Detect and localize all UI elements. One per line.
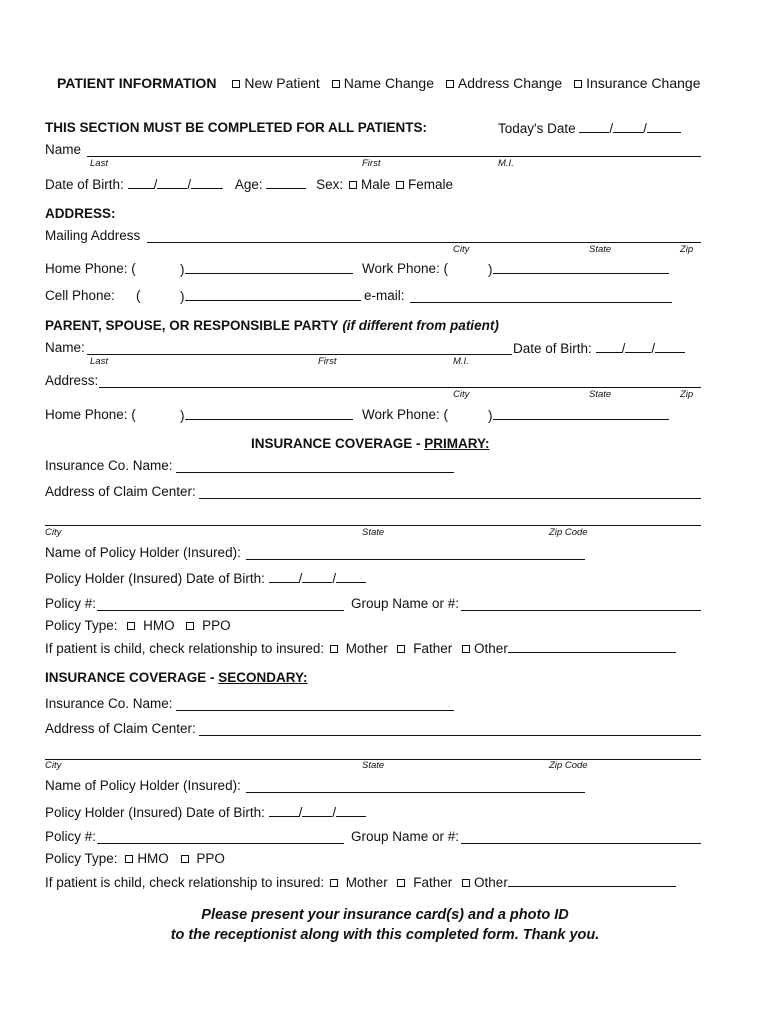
todays-date-field[interactable]: Today's Date / /: [498, 120, 681, 136]
primary-heading: INSURANCE COVERAGE - PRIMARY:: [251, 436, 490, 451]
primary-holder-input[interactable]: [246, 559, 585, 560]
secondary-heading: INSURANCE COVERAGE - SECONDARY:: [45, 670, 308, 685]
responsible-dob-field[interactable]: Date of Birth: / /: [513, 340, 685, 356]
other-option[interactable]: Other: [460, 875, 676, 890]
secondary-holder-label: Name of Policy Holder (Insured):: [45, 778, 241, 793]
mother-option[interactable]: Mother: [328, 875, 388, 890]
caption-zip-code: Zip Code: [549, 527, 588, 538]
primary-policy-type: Policy Type: HMO PPO: [45, 618, 231, 633]
email-input[interactable]: [410, 302, 672, 303]
caption-city: City: [45, 760, 62, 771]
caption-city: City: [45, 527, 62, 538]
secondary-company-input[interactable]: [176, 710, 454, 711]
name-label: Name: [45, 142, 82, 157]
father-option[interactable]: Father: [395, 641, 452, 656]
cell-phone-field[interactable]: ): [180, 288, 361, 304]
responsible-work-phone-label: Work Phone: (: [362, 407, 449, 422]
cell-phone-label: Cell Phone:: [45, 288, 115, 303]
caption-first: First: [362, 158, 381, 169]
checkbox[interactable]: [397, 645, 405, 653]
checkbox[interactable]: [125, 855, 133, 863]
cell-phone-paren: (: [136, 288, 141, 303]
secondary-group-label: Group Name or #:: [351, 829, 460, 844]
checkbox[interactable]: [462, 879, 470, 887]
work-phone-field[interactable]: ): [488, 261, 669, 277]
responsible-name-label: Name:: [45, 340, 85, 355]
responsible-home-phone-field[interactable]: ): [180, 407, 353, 423]
checkbox[interactable]: [186, 622, 194, 630]
ppo-option[interactable]: PPO: [179, 851, 225, 866]
caption-mi: M.I.: [453, 356, 469, 367]
ppo-option[interactable]: PPO: [184, 618, 230, 633]
checkbox[interactable]: [127, 622, 135, 630]
caption-first: First: [318, 356, 337, 367]
caption-state: State: [589, 389, 612, 400]
secondary-policy-input[interactable]: [97, 843, 344, 844]
caption-zip: Zip: [680, 389, 694, 400]
caption-last: Last: [90, 158, 108, 169]
checkbox[interactable]: [396, 181, 404, 189]
hmo-option[interactable]: HMO: [125, 618, 174, 633]
primary-company-label: Insurance Co. Name:: [45, 458, 173, 473]
primary-policy-input[interactable]: [97, 610, 344, 611]
sex-female-option[interactable]: Female: [394, 177, 453, 192]
hmo-option[interactable]: HMO: [123, 851, 169, 866]
secondary-policy-type: Policy Type: HMO PPO: [45, 851, 225, 866]
checkbox[interactable]: [462, 645, 470, 653]
checkbox[interactable]: [232, 80, 240, 88]
section-note: THIS SECTION MUST BE COMPLETED FOR ALL PATIENTS:: [45, 120, 428, 135]
primary-claim-label: Address of Claim Center:: [45, 484, 196, 499]
checkbox[interactable]: [574, 80, 582, 88]
checkbox[interactable]: [181, 855, 189, 863]
caption-zip: Zip: [680, 244, 694, 255]
name-input-line[interactable]: [87, 156, 701, 157]
primary-claim-input[interactable]: [199, 498, 701, 499]
caption-city: City: [453, 389, 470, 400]
caption-last: Last: [90, 356, 108, 367]
father-option[interactable]: Father: [395, 875, 452, 890]
responsible-address-input[interactable]: [99, 387, 701, 388]
primary-group-label: Group Name or #:: [351, 596, 460, 611]
caption-zip-code: Zip Code: [549, 760, 588, 771]
secondary-holder-dob-field[interactable]: Policy Holder (Insured) Date of Birth: / /: [45, 804, 366, 820]
primary-relationship: If patient is child, check relationship to insured: Mother Father Other: [45, 640, 676, 656]
form-header: [57, 75, 700, 91]
address-change-option[interactable]: Address Change: [444, 75, 568, 91]
primary-company-input[interactable]: [176, 472, 454, 473]
footer-line-2: to the receptionist along with this completed form. Thank you.: [170, 927, 600, 943]
age-input[interactable]: [266, 176, 306, 189]
secondary-holder-input[interactable]: [246, 792, 585, 793]
responsible-home-phone-label: Home Phone: (: [45, 407, 136, 422]
primary-policy-label: Policy #:: [45, 596, 97, 611]
responsible-work-phone-field[interactable]: ): [488, 407, 669, 423]
other-option[interactable]: Other: [460, 641, 676, 656]
checkbox[interactable]: [446, 80, 454, 88]
address-heading: ADDRESS:: [45, 206, 116, 221]
checkbox[interactable]: [332, 80, 340, 88]
mother-option[interactable]: Mother: [328, 641, 388, 656]
form-title: PATIENT INFORMATION: [57, 75, 217, 91]
checkbox[interactable]: [397, 879, 405, 887]
insurance-change-option[interactable]: Insurance Change: [572, 75, 700, 91]
primary-claim-input-line2[interactable]: [45, 525, 701, 526]
secondary-group-input[interactable]: [461, 843, 701, 844]
secondary-policy-label: Policy #:: [45, 829, 97, 844]
footer-line-1: Please present your insurance card(s) and a photo ID: [201, 907, 569, 923]
responsible-name-input[interactable]: [87, 354, 512, 355]
dob-row: Date of Birth: / / Age: Sex: Male Female: [45, 177, 453, 192]
responsible-address-label: Address:: [45, 373, 99, 388]
caption-state: State: [362, 527, 385, 538]
new-patient-option[interactable]: New Patient: [230, 75, 325, 91]
caption-mi: M.I.: [498, 158, 514, 169]
caption-city: City: [453, 244, 470, 255]
email-label: e-mail:: [364, 288, 405, 303]
name-change-option[interactable]: Name Change: [330, 75, 440, 91]
secondary-claim-label: Address of Claim Center:: [45, 721, 196, 736]
mailing-address-input[interactable]: [147, 242, 701, 243]
secondary-claim-input[interactable]: [199, 735, 701, 736]
mailing-address-label: Mailing Address: [45, 228, 141, 243]
checkbox[interactable]: [330, 879, 338, 887]
caption-state: State: [362, 760, 385, 771]
primary-group-input[interactable]: [461, 610, 701, 611]
primary-holder-dob-field[interactable]: Policy Holder (Insured) Date of Birth: / /: [45, 570, 366, 586]
sex-male-option[interactable]: Male: [347, 177, 390, 192]
checkbox[interactable]: [330, 645, 338, 653]
responsible-heading: PARENT, SPOUSE, OR RESPONSIBLE PARTY (if different from patient): [45, 318, 499, 333]
work-phone-label: Work Phone: (: [362, 261, 449, 276]
home-phone-field[interactable]: ): [180, 261, 353, 277]
secondary-company-label: Insurance Co. Name:: [45, 696, 173, 711]
home-phone-label: Home Phone: (: [45, 261, 136, 276]
caption-state: State: [589, 244, 612, 255]
checkbox[interactable]: [349, 181, 357, 189]
primary-holder-label: Name of Policy Holder (Insured):: [45, 545, 241, 560]
secondary-relationship: If patient is child, check relationship to insured: Mother Father Other: [45, 874, 676, 890]
